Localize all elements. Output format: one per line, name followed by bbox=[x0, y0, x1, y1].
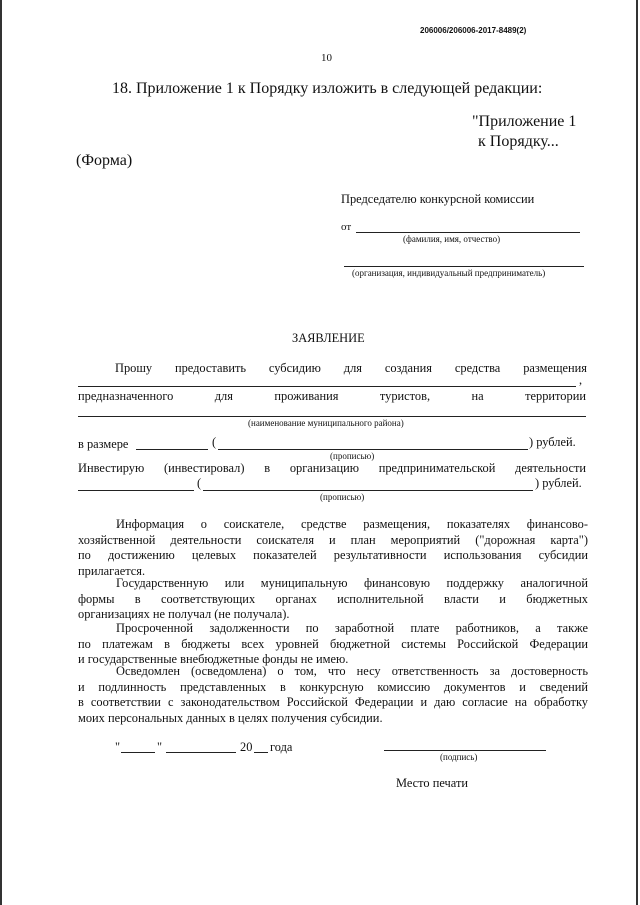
request-word: предоставить bbox=[174, 361, 247, 375]
paragraph-line: организациях не получал (не получала). bbox=[78, 607, 290, 622]
paragraph-line: Осведомлен (осведомлена) о том, что несу ответственность за достоверность bbox=[116, 664, 588, 678]
year-prefix: 20 bbox=[240, 740, 253, 754]
request-word: на bbox=[471, 389, 484, 403]
scan-edge-left bbox=[0, 0, 2, 905]
invest-line bbox=[78, 461, 586, 476]
signature-line bbox=[384, 750, 546, 751]
paragraph-line: и подлинность представленных в конкурсную комиссию документов и сведений bbox=[78, 679, 588, 694]
addressee-to: Председателю конкурсной комиссии bbox=[341, 192, 535, 206]
scan-edge-right bbox=[636, 0, 638, 905]
request-comma: , bbox=[579, 373, 583, 387]
request-word: размещения bbox=[523, 361, 587, 375]
appendix-ref-line1: "Приложение 1 bbox=[472, 113, 577, 130]
document-number: 206006/206006-2017-8489(2) bbox=[420, 26, 527, 35]
invest-suffix: ) рублей. bbox=[535, 476, 582, 490]
paragraph-line: Просроченной задолженности по заработной плате работников, а также bbox=[116, 621, 588, 635]
paragraph-line: в соответствии с законодательством Российской Федерации и даю согласие на обработку bbox=[78, 695, 588, 710]
appendix-ref-line2: к Порядку... bbox=[478, 133, 559, 150]
amount-paren-open: ( bbox=[212, 435, 217, 449]
request-word: средства bbox=[454, 361, 501, 375]
paragraph-line: по платежам в бюджеты всех уровней бюджетной системы Российской Федерации bbox=[78, 636, 588, 651]
date-day-line bbox=[121, 752, 155, 753]
from-name-line bbox=[356, 232, 580, 233]
caption-amount-words: (прописью) bbox=[330, 451, 375, 461]
district-line bbox=[78, 416, 586, 417]
document-title: ЗАЯВЛЕНИЕ bbox=[292, 331, 365, 345]
request-word: туристов, bbox=[379, 389, 431, 403]
request-word: территории bbox=[525, 389, 586, 403]
paragraph-line: по достижению целевых показателей результативности использования субсидии bbox=[78, 548, 588, 563]
request-word: создания bbox=[384, 361, 432, 375]
organization-line bbox=[344, 266, 584, 267]
request-word: предназначенного bbox=[78, 389, 174, 403]
date-quote-close: " bbox=[157, 740, 163, 754]
amount-prefix: в размере bbox=[78, 437, 129, 451]
invest-word: предпринимательской деятельности bbox=[378, 461, 586, 475]
invest-paren-open: ( bbox=[197, 476, 202, 490]
caption-name: (фамилия, имя, отчество) bbox=[403, 234, 501, 244]
consent-paragraph bbox=[78, 664, 588, 726]
invest-digits-line bbox=[78, 490, 194, 491]
caption-organization: (организация, индивидуальный предприниматель) bbox=[352, 268, 546, 278]
caption-signature: (подпись) bbox=[440, 752, 478, 762]
request-word: субсидию bbox=[268, 361, 321, 375]
caption-district: (наименование муниципального района) bbox=[248, 418, 404, 428]
amount-words-line bbox=[218, 449, 528, 450]
caption-invest-words: (прописью) bbox=[320, 492, 365, 502]
request-word: для bbox=[214, 389, 233, 403]
invest-words-line bbox=[203, 490, 533, 491]
paragraph-line: Государственную или муниципальную финансовую поддержку аналогичной bbox=[116, 576, 588, 590]
form-label: (Форма) bbox=[76, 152, 133, 169]
request-word: Прошу bbox=[115, 361, 153, 375]
request-word: для bbox=[343, 361, 362, 375]
amount-suffix: ) рублей. bbox=[529, 435, 576, 449]
date-quote-open: " bbox=[115, 740, 121, 754]
invest-word: Инвестирую bbox=[78, 461, 145, 475]
year-suffix: года bbox=[270, 740, 293, 754]
request-line2 bbox=[78, 389, 586, 404]
support-paragraph bbox=[78, 576, 588, 623]
seal-place: Место печати bbox=[396, 776, 468, 790]
paragraph-line: формы в соответствующих органах исполнительной власти и бюджетных bbox=[78, 591, 588, 606]
paragraph-line: Информация о соискателе, средстве размещения, показателях финансово- bbox=[116, 517, 588, 531]
request-word: проживания bbox=[274, 389, 339, 403]
accommodation-name-line bbox=[78, 386, 576, 387]
paragraph-line: хозяйственной деятельности соискателя и план мероприятий ("дорожная карта") bbox=[78, 532, 588, 547]
invest-word: организацию bbox=[289, 461, 359, 475]
paragraph-line: и государственные внебюджетные фонды не имею. bbox=[78, 652, 349, 667]
page-number: 10 bbox=[321, 52, 332, 64]
info-paragraph bbox=[78, 517, 588, 579]
invest-word: (инвестировал) bbox=[163, 461, 245, 475]
item-heading: 18. Приложение 1 к Порядку изложить в следующей редакции: bbox=[112, 80, 543, 97]
paragraph-line: прилагается. bbox=[78, 563, 146, 578]
request-line1 bbox=[115, 361, 587, 376]
invest-word: в bbox=[264, 461, 271, 475]
amount-digits-line bbox=[136, 449, 208, 450]
year-digits-line bbox=[254, 752, 268, 753]
paragraph-line: моих персональных данных в целях получения субсидии. bbox=[78, 710, 383, 725]
debt-paragraph bbox=[78, 621, 588, 668]
from-prefix: от bbox=[341, 221, 352, 233]
date-month-line bbox=[166, 752, 236, 753]
